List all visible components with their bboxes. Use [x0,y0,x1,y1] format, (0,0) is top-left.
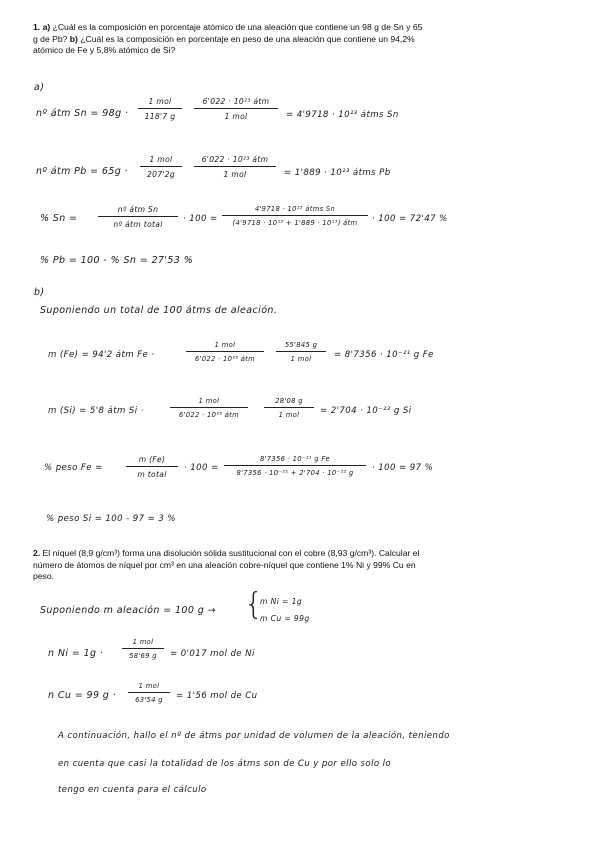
sol2-brace: { [244,587,264,622]
pb-fraction-1-den: 207'2g [146,170,176,179]
pct-fe-fraction-2-den: 8'7356 · 10⁻²¹ + 2'704 · 10⁻²² g [236,469,354,477]
solution-b-intro: Suponiendo un total de 100 átms de aleación. [40,305,278,316]
pb-fraction-2 [194,155,276,179]
sn-fraction-1-den: 118'7 g [144,112,176,121]
pct-sn-lhs: % Sn = [40,213,78,224]
pb-fraction-1-bar [140,166,182,167]
fe-mass-lhs: m (Fe) = 94'2 átm Fe · [48,350,155,360]
problem-1-number: 1. [33,22,41,32]
problem-1-part-a-label: a) [42,22,51,32]
pct-sn-fraction-1-den: nº átm total [113,220,163,229]
si-mass-result: = 2'704 · 10⁻²² g Si [320,406,412,416]
n-cu-result: = 1'56 mol de Cu [176,691,258,701]
sn-fraction-2 [194,97,278,121]
si-fraction-1-num: 1 mol [198,397,220,405]
pb-fraction-1-num: 1 mol [149,155,173,164]
fe-mass-result: = 8'7356 · 10⁻²¹ g Fe [334,350,434,360]
fe-fraction-2-num: 55'845 g [284,341,318,349]
n-ni-fraction-num: 1 mol [132,638,154,646]
n-ni-fraction [122,638,164,660]
pb-atoms-lhs: nº átm Pb = 65g · [36,166,129,177]
pb-fraction-2-den: 1 mol [223,170,247,179]
pct-fe-fraction-1-bar [126,466,178,467]
pct-sn-fraction-2-bar [222,215,368,216]
pb-fraction-2-bar [194,166,276,167]
si-fraction-1-den: 6'022 · 10²³ átm [178,411,240,419]
n-ni-result: = 0'017 mol de Ni [170,649,255,659]
sn-fraction-1-num: 1 mol [148,97,172,106]
problem-2-number: 2. [33,548,41,558]
pct-sn-mid: · 100 = [183,214,218,224]
solution-b-label: b) [34,287,45,298]
fe-fraction-1 [186,341,264,363]
si-fraction-2 [264,397,314,419]
pct-fe-fraction-2 [224,455,366,477]
n-ni-lhs: n Ni = 1g · [48,648,104,659]
sn-atoms-result: = 4'9718 · 10²³ átms Sn [286,110,399,120]
problem-1-statement [33,22,428,57]
n-cu-fraction [128,682,170,704]
pct-sn-fraction-2-den: (4'9718 · 10²³ + 1'889 · 10²³) átm [232,219,358,227]
sn-fraction-2-bar [194,108,278,109]
sol2-assumption: Suponiendo m aleación = 100 g → [40,605,216,616]
fe-fraction-1-num: 1 mol [214,341,236,349]
fe-fraction-2 [276,341,326,363]
problem-2-text: El níquel (8,9 g/cm³) forma una disolución sólida sustitucional con el cobre (8,93 g/cm³). Calcular el número de átomos de níquel por cm³ en una aleación cobre-níquel que contiene 1% Ni y 99% Cu en peso. [33,548,420,582]
sol2-mass-cu: m Cu = 99g [260,614,310,623]
pb-fraction-1 [140,155,182,179]
pct-sn-fraction-1-bar [98,216,178,217]
pct-fe-fraction-1-den: m total [137,470,167,479]
fe-fraction-1-den: 6'022 · 10²³ átm [194,355,256,363]
pct-sn-fraction-2 [222,205,368,227]
pct-fe-fraction-2-num: 8'7356 · 10⁻²¹ g Fe [259,455,331,463]
sol2-paragraph-line-1: A continuación, hallo el nº de átms por unidad de volumen de la aleación, teniendo [58,731,450,741]
si-fraction-2-den: 1 mol [278,411,300,419]
problem-1-text-b: ¿Cuál es la composición en porcentaje en peso de una aleación que contiene un 94,2% atómico de Fe y 5,8% atómico de Si? [33,33,415,56]
pct-fe-fraction-1 [126,455,178,479]
sn-fraction-1-bar [138,108,182,109]
problem-1-text-a: ¿Cuál es la composición en porcentaje atómico de una aleación que contiene un 98 g de Sn y 65 g de Pb? [33,22,423,44]
si-fraction-1 [170,397,248,419]
pct-sn-result: · 100 = 72'47 % [372,214,448,224]
sn-fraction-2-den: 1 mol [224,112,248,121]
sn-fraction-1 [138,97,182,121]
sn-atoms-lhs: nº átm Sn = 98g · [36,108,129,119]
pct-si-line: % peso Si = 100 - 97 = 3 % [46,514,176,524]
problem-2-statement [33,548,428,583]
si-fraction-2-num: 28'08 g [275,397,303,405]
n-cu-fraction-den: 63'54 g [135,696,163,704]
solution-a-label: a) [34,82,45,93]
n-cu-lhs: n Cu = 99 g · [48,690,117,701]
pct-fe-mid: · 100 = [184,463,219,473]
sol2-paragraph-line-3: tengo en cuenta para el cálculo [58,785,207,795]
pct-sn-fraction-1 [98,205,178,229]
pct-sn-fraction-2-num: 4'9718 · 10²³ átms Sn [254,205,336,213]
pct-fe-fraction-1-num: m (Fe) [138,455,166,464]
si-mass-lhs: m (Si) = 5'8 átm Si · [48,406,144,416]
pct-fe-lhs: % peso Fe = [44,463,103,473]
pct-fe-fraction-2-bar [224,465,366,466]
fe-fraction-2-den: 1 mol [290,355,312,363]
problem-1-part-b-label: b) [69,33,78,44]
si-fraction-2-bar [264,407,314,408]
si-fraction-1-bar [170,407,248,408]
n-cu-fraction-bar [128,692,170,693]
n-cu-fraction-num: 1 mol [138,682,160,690]
sn-fraction-2-num: 6'022 · 10²³ átm [202,97,270,106]
pb-atoms-result: = 1'889 · 10²³ átms Pb [284,168,391,178]
pct-sn-fraction-1-num: nº átm Sn [117,205,159,214]
pct-pb-line: % Pb = 100 - % Sn = 27'53 % [40,255,194,266]
n-ni-fraction-den: 58'69 g [129,652,157,660]
n-ni-fraction-bar [122,648,164,649]
fe-fraction-2-bar [276,351,326,352]
pct-fe-result: · 100 = 97 % [372,463,434,473]
sol2-paragraph-line-2: en cuenta que casi la totalidad de los átms son de Cu y por ello solo lo [58,759,392,769]
sol2-mass-ni: m Ni = 1g [260,597,303,606]
pb-fraction-2-num: 6'022 · 10²³ átm [201,155,269,164]
fe-fraction-1-bar [186,351,264,352]
